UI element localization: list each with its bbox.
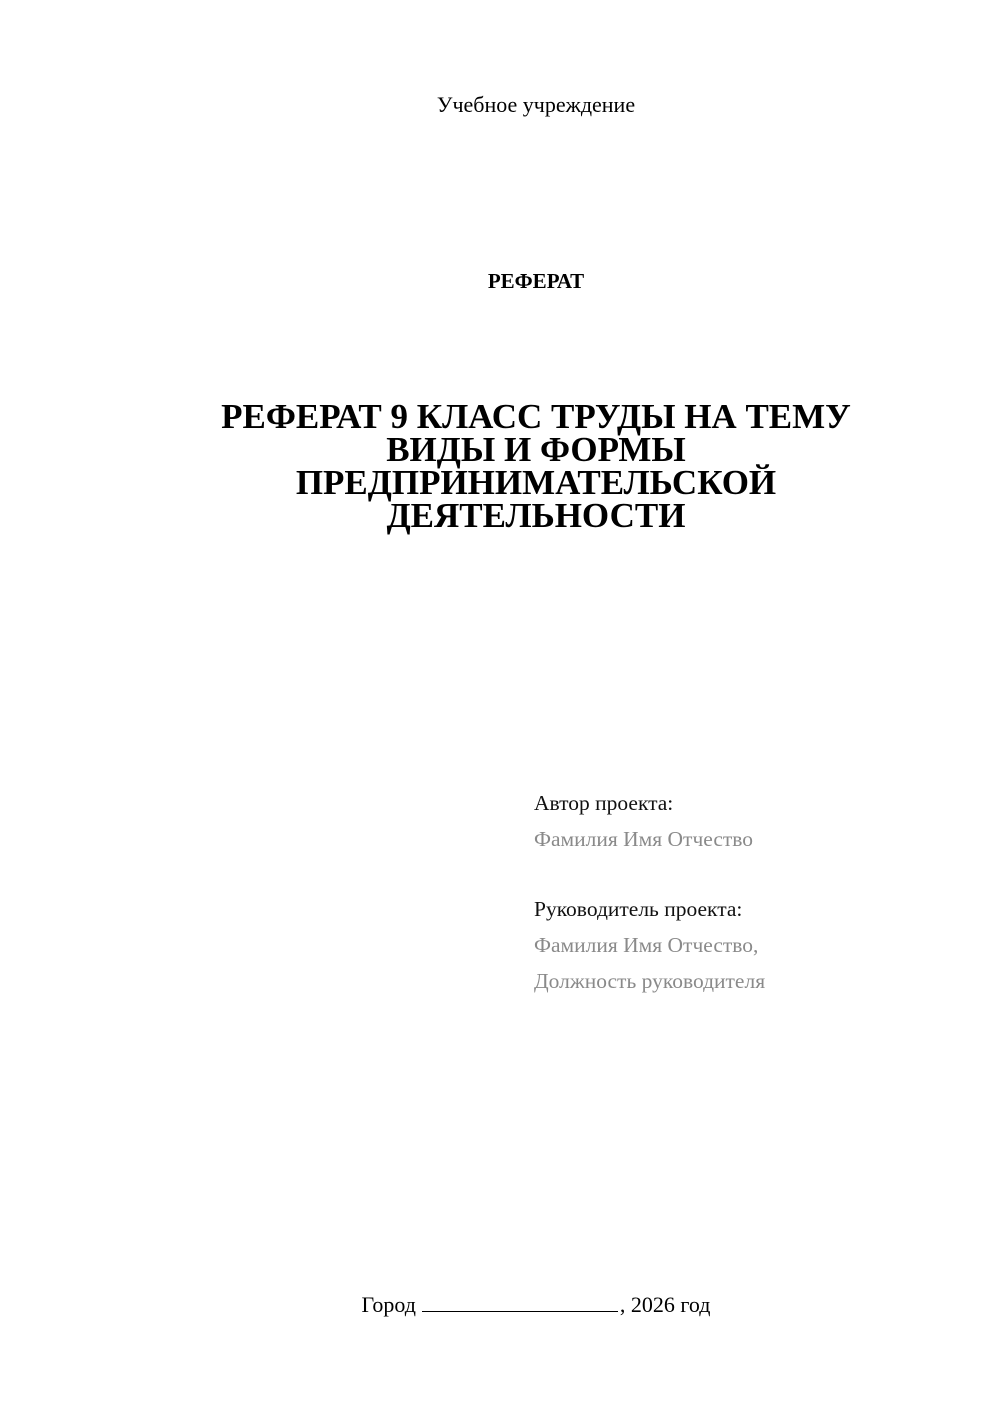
author-name: Фамилия Имя Отчество	[534, 827, 754, 851]
supervisor-block	[534, 891, 974, 999]
institution-name: Учебное учреждение	[436, 92, 636, 117]
supervisor-position: Должность руководителя	[534, 969, 766, 993]
author-label: Автор проекта:	[534, 791, 674, 815]
title-line: ВИДЫ И ФОРМЫ	[386, 430, 686, 469]
city-blank-line	[422, 1291, 618, 1312]
city-label: Город	[361, 1292, 416, 1317]
title-line: РЕФЕРАТ 9 КЛАСС ТРУДЫ НА ТЕМУ	[221, 397, 851, 436]
year-label: , 2026 год	[619, 1292, 711, 1317]
supervisor-label: Руководитель проекта:	[534, 897, 743, 921]
report-title	[150, 397, 922, 535]
footer-city-year	[0, 1290, 1000, 1320]
title-line: ДЕЯТЕЛЬНОСТИ	[386, 496, 686, 535]
author-block	[534, 785, 974, 857]
document-type: РЕФЕРАТ	[487, 269, 585, 293]
title-line: ПРЕДПРИНИМАТЕЛЬСКОЙ	[295, 463, 777, 502]
supervisor-name: Фамилия Имя Отчество,	[534, 933, 759, 957]
